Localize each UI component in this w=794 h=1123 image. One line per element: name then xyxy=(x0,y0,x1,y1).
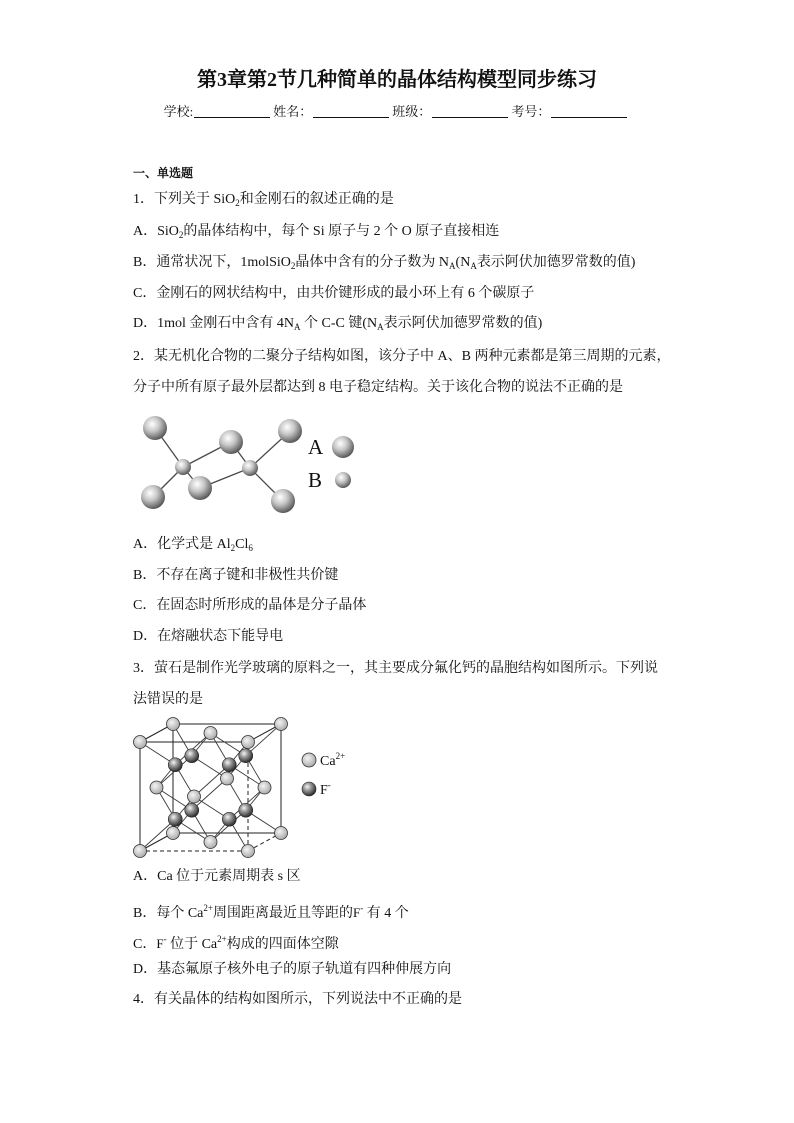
f-ion xyxy=(168,812,182,826)
school-blank xyxy=(194,104,270,118)
text-segment: 3．萤石是制作光学玻璃的原料之一，其主要成分氟化钙的晶胞结构如图所示。下列说 xyxy=(133,661,658,676)
f-ion xyxy=(185,803,199,817)
legend-f-charge: - xyxy=(327,780,331,790)
legend-atom-a xyxy=(332,436,354,458)
superscript: - xyxy=(163,934,167,944)
bond xyxy=(246,756,265,788)
text-segment: 表示阿伏加德罗常数的值) xyxy=(476,255,636,270)
question-2-option-d xyxy=(133,626,283,648)
question-3-stem-line-2 xyxy=(133,689,203,711)
legend-ca-charge: 2+ xyxy=(335,751,346,761)
bond xyxy=(194,797,229,820)
subscript: A xyxy=(294,322,301,332)
legend-atom-b xyxy=(335,472,351,488)
subscript: 6 xyxy=(248,543,253,553)
question-2-option-b xyxy=(133,565,338,587)
subscript: A xyxy=(470,261,477,271)
exam-number-label: 考号： xyxy=(511,104,551,119)
question-4-stem xyxy=(133,989,462,1011)
text-segment: (N xyxy=(455,255,471,270)
text-segment: B．每个 Ca xyxy=(133,906,204,921)
text-segment: Cl xyxy=(235,537,249,552)
unit-cell-drawing xyxy=(134,718,288,858)
question-1-option-d xyxy=(133,313,542,335)
cube-edge xyxy=(140,724,173,742)
question-2-option-a xyxy=(133,534,253,556)
text-segment: 晶体中含有的分子数为 N xyxy=(295,255,450,270)
bond xyxy=(175,733,210,765)
bond xyxy=(200,468,250,488)
subscript: 2 xyxy=(178,230,184,240)
fluorite-unit-cell-figure xyxy=(134,718,346,858)
text-segment: 分子中所有原子最外层都达到 8 电子稳定结构。关于该化合物的说法不正确的是 xyxy=(133,380,623,395)
ca-ion xyxy=(167,718,180,731)
bond xyxy=(140,819,175,851)
text-segment: C．在固态时所形成的晶体是分子晶体 xyxy=(133,598,367,613)
bond xyxy=(157,788,192,811)
text-segment: A．Ca 位于元素周期表 s 区 xyxy=(133,869,301,884)
text-segment: A．SiO xyxy=(133,224,179,239)
text-segment: 构成的四面体空隙 xyxy=(226,937,339,952)
legend-label-a: A xyxy=(308,435,324,459)
ca-ion xyxy=(258,781,271,794)
atom-a xyxy=(271,489,295,513)
section-heading: 一、单选题 xyxy=(133,166,194,180)
subscript: 2 xyxy=(290,261,296,271)
text-segment: 法错误的是 xyxy=(133,692,203,707)
cube-edge xyxy=(140,833,173,851)
bond xyxy=(173,810,192,833)
ca-ion xyxy=(150,781,163,794)
text-segment: 周围距离最近且等距的 xyxy=(212,906,353,921)
text-segment: 2．某无机化合物的二聚分子结构如图，该分子中 A、B 两种元素都是第三周期的元素， xyxy=(133,349,671,364)
page-title: 第3章第2节几种简单的晶体结构模型同步练习 xyxy=(197,69,597,91)
cube-edge xyxy=(248,724,281,742)
ca-ion xyxy=(134,845,147,858)
ca-ion xyxy=(242,736,255,749)
bond xyxy=(140,742,175,765)
bond xyxy=(229,742,248,765)
atom-a xyxy=(219,430,243,454)
class-label: 班级： xyxy=(392,104,432,119)
cube-edge-hidden xyxy=(248,833,281,851)
bond xyxy=(157,756,192,788)
f-ion xyxy=(239,749,253,763)
legend-label-b: B xyxy=(308,468,323,492)
bond xyxy=(246,724,281,756)
text-segment: C． xyxy=(133,937,157,952)
text-segment: A．化学式是 Al xyxy=(133,537,231,552)
text-segment: F xyxy=(352,905,361,920)
question-2-stem-line-1 xyxy=(133,346,670,368)
atom-b xyxy=(242,460,258,476)
question-1-option-c xyxy=(133,283,534,305)
exam-number-blank xyxy=(551,104,627,118)
student-info-line xyxy=(0,103,794,121)
dimer-structure-figure xyxy=(141,416,354,513)
subscript: A xyxy=(377,322,384,332)
f-ion xyxy=(168,758,182,772)
bond xyxy=(227,779,246,811)
atom-b xyxy=(175,459,191,475)
ca-ion xyxy=(204,836,217,849)
bond xyxy=(250,468,283,501)
question-1-option-b xyxy=(133,252,635,274)
ca-ion xyxy=(188,790,201,803)
bond xyxy=(229,819,248,851)
bond xyxy=(211,733,230,765)
f-ion xyxy=(222,812,236,826)
text-segment: D．基态氟原子核外电子的原子轨道有四种伸展方向 xyxy=(133,962,452,977)
text-segment: D．1mol 金刚石中含有 4N xyxy=(133,316,294,331)
bond xyxy=(192,733,211,756)
bond xyxy=(153,467,183,497)
f-ion xyxy=(185,749,199,763)
f-ion xyxy=(239,803,253,817)
bond xyxy=(192,756,227,779)
bond xyxy=(175,765,194,797)
bond xyxy=(211,810,246,842)
text-segment: B．不存在离子键和非极性共价键 xyxy=(133,568,339,583)
legend-ca-symbol: Ca xyxy=(320,754,336,769)
subscript: 2 xyxy=(235,198,240,208)
text-segment: 和金刚石的叙述正确的是 xyxy=(239,192,394,207)
bond xyxy=(211,819,230,842)
text-segment: 4．有关晶体的结构如图所示，下列说法中不正确的是 xyxy=(133,992,462,1007)
text-segment: 1．下列关于 SiO xyxy=(133,192,236,207)
question-3-option-c xyxy=(133,928,339,950)
ca-ion xyxy=(242,845,255,858)
ca-ion xyxy=(275,718,288,731)
atom-a xyxy=(143,416,167,440)
bond xyxy=(192,810,211,842)
atom-a xyxy=(141,485,165,509)
bond xyxy=(175,819,210,842)
school-label: 学校: xyxy=(163,104,194,119)
bond xyxy=(246,788,265,811)
bond xyxy=(157,788,176,820)
atom-a xyxy=(278,419,302,443)
text-segment: 位于 Ca xyxy=(166,937,218,952)
superscript: 2+ xyxy=(217,934,227,944)
class-blank xyxy=(432,104,508,118)
question-3-option-a xyxy=(133,866,301,888)
text-segment: B．通常状况下，1molSiO xyxy=(133,255,291,270)
superscript: 2+ xyxy=(203,903,213,913)
question-2-stem-line-2 xyxy=(133,377,623,399)
question-3-option-d xyxy=(133,959,451,981)
ca-ion xyxy=(221,772,234,785)
bond xyxy=(173,724,192,756)
question-1-option-a xyxy=(133,221,499,243)
bond xyxy=(194,765,229,797)
bond xyxy=(155,428,183,467)
legend-f-symbol: F xyxy=(320,783,328,798)
text-segment: F xyxy=(156,936,164,951)
bond xyxy=(183,467,200,488)
ca-ion xyxy=(167,827,180,840)
text-segment: C．金刚石的网状结构中，由共价键形成的最小环上有 6 个碳原子 xyxy=(133,286,535,301)
question-2-option-c xyxy=(133,595,366,617)
legend-ca-ion xyxy=(302,753,316,767)
subscript: 2 xyxy=(230,543,236,553)
bond xyxy=(227,756,246,779)
bond xyxy=(175,797,194,820)
ca-ion xyxy=(275,827,288,840)
legend-f-ion xyxy=(302,782,316,796)
name-blank xyxy=(313,104,389,118)
text-segment: 表示阿伏加德罗常数的值) xyxy=(383,316,543,331)
bond xyxy=(192,779,227,811)
bond xyxy=(157,765,176,788)
atom-a xyxy=(188,476,212,500)
bond xyxy=(229,788,264,820)
bond xyxy=(183,442,231,467)
text-segment: 的晶体结构中，每个 Si 原子与 2 个 O 原子直接相连 xyxy=(183,224,500,239)
bond xyxy=(250,431,290,468)
bond xyxy=(211,733,246,756)
question-3-stem-line-1 xyxy=(133,658,658,680)
ca-ion xyxy=(204,727,217,740)
subscript: A xyxy=(449,261,456,271)
bond xyxy=(229,765,264,788)
bond xyxy=(246,810,281,833)
legend-ca-label xyxy=(320,751,345,769)
legend-f-label xyxy=(320,780,331,798)
bond xyxy=(231,442,250,468)
text-segment: 有 4 个 xyxy=(363,906,409,921)
text-segment: D．在熔融状态下能导电 xyxy=(133,629,284,644)
text-segment: 个 C-C 键(N xyxy=(300,316,378,331)
f-ion xyxy=(222,758,236,772)
question-1-stem xyxy=(133,189,394,211)
ca-ion xyxy=(134,736,147,749)
name-label: 姓名： xyxy=(273,104,313,119)
superscript: - xyxy=(360,903,364,913)
question-3-option-b xyxy=(133,897,409,919)
